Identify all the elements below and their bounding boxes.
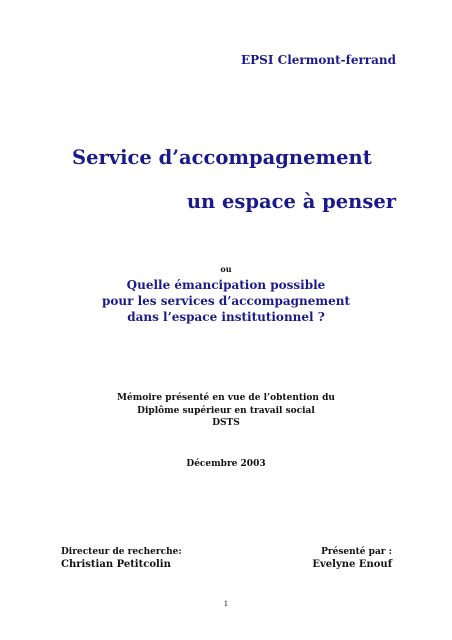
connector-text: ou xyxy=(220,264,232,274)
subtitle-line-2: pour les services d’accompagnement xyxy=(101,294,351,308)
director-label: Directeur de recherche: xyxy=(61,547,182,557)
subtitle-line-1: Quelle émancipation possible xyxy=(126,278,326,292)
memoire-line-3: DSTS xyxy=(212,418,240,428)
subtitle xyxy=(0,277,452,325)
title-line-1: Service d’accompagnement xyxy=(72,146,372,169)
memoire-statement xyxy=(0,392,452,430)
subtitle-line-3: dans l’espace institutionnel ? xyxy=(127,310,325,324)
presenter-name: Evelyne Enouf xyxy=(312,558,392,570)
date: Décembre 2003 xyxy=(186,459,266,469)
title-line-2: un espace à penser xyxy=(186,190,396,213)
page-number: 1 xyxy=(223,600,229,608)
memoire-line-2: Diplôme supérieur en travail social xyxy=(137,405,315,416)
memoire-line-1: Mémoire présenté en vue de l’obtention du xyxy=(117,393,335,403)
presenter-block xyxy=(312,546,392,571)
institution-name: EPSI Clermont-ferrand xyxy=(241,53,396,67)
director-block xyxy=(61,546,182,571)
director-name: Christian Petitcolin xyxy=(61,558,171,570)
presenter-label: Présenté par : xyxy=(321,547,392,557)
